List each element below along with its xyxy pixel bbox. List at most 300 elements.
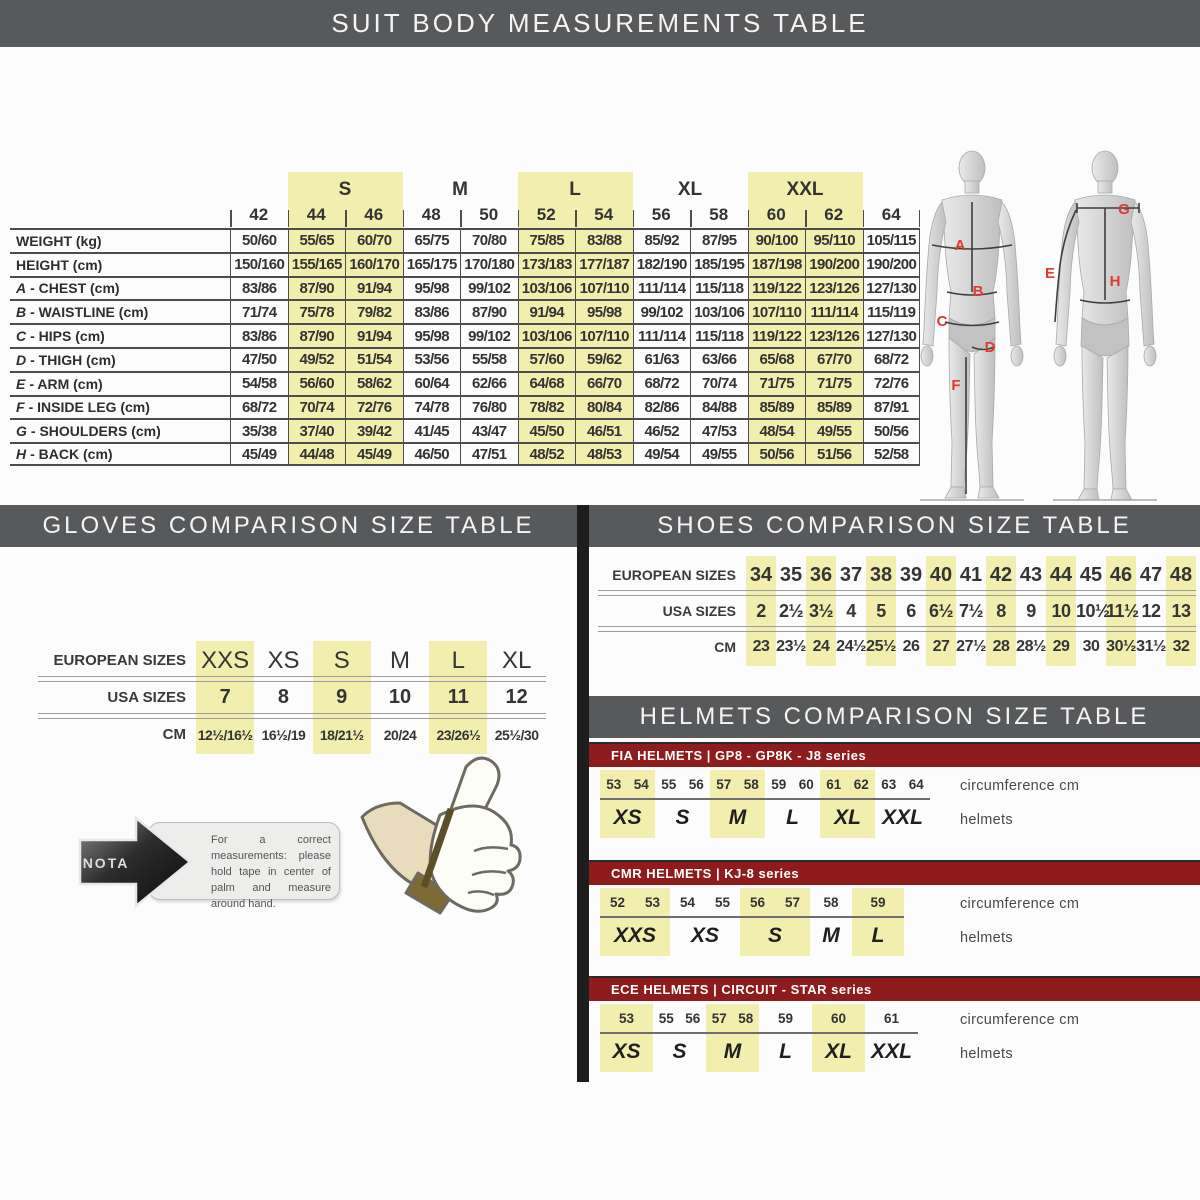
suit-value-cell: 107/110 xyxy=(575,276,633,300)
suit-value-cell: 52/58 xyxy=(863,442,921,466)
suit-value-cell: 155/165 xyxy=(288,252,346,276)
suit-group-label-xxl: XXL xyxy=(748,172,863,202)
suit-size-header: 58 xyxy=(690,202,748,228)
suit-value-cell: 71/75 xyxy=(805,371,863,395)
figure-letter-d: D xyxy=(984,339,996,356)
suit-value-cell: 187/198 xyxy=(748,252,806,276)
suit-value-cell: 50/56 xyxy=(863,418,921,442)
helmet-size-label: XXL xyxy=(882,806,923,829)
suit-value-cell: 43/47 xyxy=(460,418,518,442)
suit-value-cell: 82/86 xyxy=(633,395,691,419)
helmet-size-label: S xyxy=(675,806,690,829)
helmet-size-label: M xyxy=(723,1040,742,1063)
figure-letter-c: C xyxy=(936,313,948,330)
suit-value-cell: 90/100 xyxy=(748,228,806,252)
helmet-circumference-value: 55 xyxy=(714,894,731,910)
suit-value-cell: 45/50 xyxy=(518,418,576,442)
suit-value-cell: 127/130 xyxy=(863,323,921,347)
helmet-size-label: S xyxy=(767,924,782,947)
helmet-size-group-s xyxy=(740,888,810,956)
helmet-size-group-m xyxy=(710,770,765,838)
suit-size-header: 56 xyxy=(633,202,691,228)
shoes-cell: 37 xyxy=(839,563,863,586)
helmet-size-group-m xyxy=(810,888,852,956)
helmet-size-group-l xyxy=(765,770,820,838)
suit-value-cell: 49/52 xyxy=(288,347,346,371)
shoes-cell: 30 xyxy=(1082,638,1100,655)
suit-value-cell: 103/106 xyxy=(518,323,576,347)
shoes-row-label: USA SIZES xyxy=(662,603,736,619)
suit-value-cell: 70/74 xyxy=(690,371,748,395)
suit-size-header: 62 xyxy=(805,202,863,228)
shoes-cell: 35 xyxy=(779,563,803,586)
suit-value-cell: 99/102 xyxy=(460,323,518,347)
suit-value-cell: 47/53 xyxy=(690,418,748,442)
gloves-cell: 12 xyxy=(505,686,528,708)
suit-value-cell: 68/72 xyxy=(230,395,288,419)
helmet-circumference-row xyxy=(653,1004,706,1034)
shoes-cell: 3½ xyxy=(808,600,834,621)
shoes-row-label: CM xyxy=(714,639,736,655)
suit-row-label: C - HIPS (cm) xyxy=(10,323,230,347)
measure-letter-prefix: H xyxy=(16,446,27,463)
suit-value-cell: 87/90 xyxy=(460,299,518,323)
helmet-size-label: XL xyxy=(834,806,861,829)
shoes-cell: 26 xyxy=(902,638,920,655)
helmet-series-band: FIA HELMETS | GP8 - GP8K - J8 series xyxy=(589,742,1200,767)
suit-value-cell: 67/70 xyxy=(805,347,863,371)
helmet-circumference-row xyxy=(852,888,904,918)
gloves-cell: 16½/19 xyxy=(261,726,306,743)
suit-size-row-spacer xyxy=(10,202,230,228)
gloves-title: GLOVES COMPARISON SIZE TABLE xyxy=(42,512,535,539)
shoes-cell: 41 xyxy=(959,563,983,586)
gloves-cell: 12½/16½ xyxy=(197,726,253,743)
helmet-circumference-value: 59 xyxy=(870,894,886,910)
measure-letter-prefix: E xyxy=(16,375,26,392)
gloves-cell: 8 xyxy=(277,686,289,708)
suit-value-cell: 185/195 xyxy=(690,252,748,276)
shoes-cell: 13 xyxy=(1171,600,1191,621)
suit-value-cell: 64/68 xyxy=(518,371,576,395)
helmet-circumference-value: 61 xyxy=(883,1010,900,1026)
suit-value-cell: 123/126 xyxy=(805,323,863,347)
helmet-circumference-value: 57 xyxy=(716,776,732,792)
helmet-circumference-value: 58 xyxy=(823,894,839,910)
gloves-cell: L xyxy=(451,646,466,674)
suit-value-cell: 39/42 xyxy=(345,418,403,442)
suit-value-cell: 103/106 xyxy=(518,276,576,300)
suit-group-label-m: M xyxy=(452,179,468,200)
suit-value-cell: 51/54 xyxy=(345,347,403,371)
suit-value-cell: 56/60 xyxy=(288,371,346,395)
shoes-cell: 42 xyxy=(989,563,1013,586)
figure-letter-f: F xyxy=(951,377,961,394)
shoes-row xyxy=(598,632,1196,662)
suit-value-cell: 83/86 xyxy=(230,323,288,347)
helmet-circumference-row xyxy=(820,770,875,800)
suit-value-cell: 119/122 xyxy=(748,323,806,347)
helmets-label: helmets xyxy=(960,812,1013,828)
suit-value-cell: 65/68 xyxy=(748,347,806,371)
gloves-cell: XXS xyxy=(201,646,250,674)
suit-value-cell: 95/98 xyxy=(575,299,633,323)
suit-row-label: WEIGHT (kg) xyxy=(10,228,230,252)
shoes-cell: 25½ xyxy=(866,638,896,655)
suit-value-cell: 150/160 xyxy=(230,252,288,276)
suit-value-cell: 87/90 xyxy=(288,323,346,347)
suit-value-cell: 91/94 xyxy=(345,276,403,300)
suit-value-cell: 68/72 xyxy=(633,371,691,395)
helmet-circumference-row xyxy=(810,888,852,918)
shoes-cell: 39 xyxy=(899,563,923,586)
suit-measurements-table xyxy=(10,172,920,466)
suit-value-cell: 68/72 xyxy=(863,347,921,371)
helmet-size-group-xl xyxy=(820,770,875,838)
nota-label: NOTA xyxy=(82,855,130,871)
suit-value-cell: 95/98 xyxy=(403,323,461,347)
suit-value-cell: 111/114 xyxy=(805,299,863,323)
suit-value-cell: 111/114 xyxy=(633,276,691,300)
helmet-circumference-value: 54 xyxy=(633,776,649,792)
suit-value-cell: 190/200 xyxy=(805,252,863,276)
suit-value-cell: 83/86 xyxy=(230,276,288,300)
helmet-size-group-xl xyxy=(812,1004,865,1072)
helmet-size-label: XL xyxy=(825,1040,852,1063)
suit-row-label: F - INSIDE LEG (cm) xyxy=(10,395,230,419)
helmets-title: HELMETS COMPARISON SIZE TABLE xyxy=(639,703,1150,730)
suit-title: SUIT BODY MEASUREMENTS TABLE xyxy=(331,8,869,38)
shoes-section-header xyxy=(589,505,1200,547)
back-figure xyxy=(1054,151,1156,500)
suit-value-cell: 165/175 xyxy=(403,252,461,276)
suit-value-cell: 37/40 xyxy=(288,418,346,442)
shoes-cell: 28½ xyxy=(1016,638,1046,655)
helmet-size-group-l xyxy=(759,1004,812,1072)
suit-value-cell: 83/88 xyxy=(575,228,633,252)
shoes-cell: 45 xyxy=(1079,563,1103,586)
shoes-cell: 36 xyxy=(809,563,833,586)
shoes-cell: 23½ xyxy=(776,638,806,655)
helmet-size-group-xs xyxy=(600,770,655,838)
gloves-row-label: EUROPEAN SIZES xyxy=(53,652,186,669)
helmet-circumference-value: 56 xyxy=(685,1010,701,1026)
suit-value-cell: 55/58 xyxy=(460,347,518,371)
suit-value-cell: 48/54 xyxy=(748,418,806,442)
suit-group-label-xl: XL xyxy=(677,179,703,200)
suit-value-cell: 60/70 xyxy=(345,228,403,252)
helmet-size-label: XS xyxy=(613,806,642,829)
helmet-circumference-value: 54 xyxy=(679,894,696,910)
suit-value-cell: 49/55 xyxy=(805,418,863,442)
gloves-cell: XS xyxy=(267,646,300,674)
suit-row-label: D - THIGH (cm) xyxy=(10,347,230,371)
shoes-cell: 5 xyxy=(876,600,886,621)
helmets-section-header xyxy=(589,696,1200,738)
helmet-size-group-xs xyxy=(670,888,740,956)
helmet-circumference-value: 61 xyxy=(826,776,842,792)
helmet-size-group-l xyxy=(852,888,904,956)
body-measurement-figures xyxy=(912,140,1200,502)
suit-value-cell: 72/76 xyxy=(863,371,921,395)
helmet-circumference-value: 58 xyxy=(743,776,759,792)
helmet-size-group-xxl xyxy=(865,1004,918,1072)
helmet-circumference-value: 53 xyxy=(618,1010,635,1026)
helmet-circumference-row xyxy=(600,770,655,800)
helmet-size-group-m xyxy=(706,1004,759,1072)
suit-size-header: 64 xyxy=(863,202,921,228)
suit-value-cell: 51/56 xyxy=(805,442,863,466)
suit-value-cell: 91/94 xyxy=(345,323,403,347)
helmet-circumference-value: 52 xyxy=(609,894,626,910)
suit-value-cell: 59/62 xyxy=(575,347,633,371)
suit-value-cell: 105/115 xyxy=(863,228,921,252)
suit-value-cell: 54/58 xyxy=(230,371,288,395)
suit-value-cell: 103/106 xyxy=(690,299,748,323)
suit-value-cell: 55/65 xyxy=(288,228,346,252)
gloves-cell: 10 xyxy=(388,686,412,708)
suit-size-header: 44 xyxy=(288,202,346,228)
helmet-circumference-value: 60 xyxy=(830,1010,847,1026)
suit-value-cell: 46/51 xyxy=(575,418,633,442)
gloves-cell: M xyxy=(390,646,411,674)
suit-value-cell: 173/183 xyxy=(518,252,576,276)
suit-value-cell: 84/88 xyxy=(690,395,748,419)
suit-value-cell: 48/52 xyxy=(518,442,576,466)
suit-value-cell: 78/82 xyxy=(518,395,576,419)
suit-value-cell: 58/62 xyxy=(345,371,403,395)
gloves-row xyxy=(38,682,546,713)
measure-letter-prefix: G xyxy=(16,423,27,440)
shoes-cell: 40 xyxy=(929,563,953,586)
shoes-cell: 47 xyxy=(1139,563,1163,586)
suit-value-cell: 123/126 xyxy=(805,276,863,300)
gloves-cell: 25½/30 xyxy=(494,726,539,743)
helmets-label: helmets xyxy=(960,930,1013,946)
helmet-size-label: M xyxy=(822,924,840,947)
suit-value-cell: 46/50 xyxy=(403,442,461,466)
suit-section-header xyxy=(0,0,1200,47)
suit-value-cell: 127/130 xyxy=(863,276,921,300)
shoes-cell: 43 xyxy=(1019,563,1043,586)
suit-value-cell: 177/187 xyxy=(575,252,633,276)
shoes-cell: 38 xyxy=(869,563,893,586)
section-divider xyxy=(577,505,589,1082)
suit-value-cell: 107/110 xyxy=(575,323,633,347)
helmet-size-label: M xyxy=(728,806,747,829)
suit-value-cell: 63/66 xyxy=(690,347,748,371)
suit-value-cell: 85/92 xyxy=(633,228,691,252)
shoes-cell: 2 xyxy=(756,600,766,621)
shoes-row xyxy=(598,560,1196,590)
helmet-size-table xyxy=(600,770,930,838)
suit-value-cell: 111/114 xyxy=(633,323,691,347)
shoes-row xyxy=(598,596,1196,626)
suit-value-cell: 87/91 xyxy=(863,395,921,419)
circumference-label: circumference cm xyxy=(960,896,1080,912)
suit-size-header: 42 xyxy=(230,202,288,228)
suit-value-cell: 107/110 xyxy=(748,299,806,323)
suit-value-cell: 76/80 xyxy=(460,395,518,419)
helmet-circumference-row xyxy=(759,1004,812,1034)
shoes-cell: 48 xyxy=(1169,563,1193,586)
gloves-row-label: USA SIZES xyxy=(107,689,186,706)
shoes-cell: 34 xyxy=(749,563,773,586)
shoes-cell: 4 xyxy=(846,600,856,621)
suit-value-cell: 47/51 xyxy=(460,442,518,466)
gloves-row xyxy=(38,719,546,750)
figure-letter-e: E xyxy=(1044,265,1056,282)
shoes-cell: 24 xyxy=(812,638,830,655)
suit-value-cell: 87/90 xyxy=(288,276,346,300)
suit-table-grid xyxy=(10,172,920,466)
suit-value-cell: 83/86 xyxy=(403,299,461,323)
shoes-cell: 6 xyxy=(906,600,916,621)
helmet-size-group-xxl xyxy=(875,770,930,838)
helmet-size-label: XXS xyxy=(613,924,657,947)
suit-value-cell: 79/82 xyxy=(345,299,403,323)
suit-value-cell: 70/74 xyxy=(288,395,346,419)
shoes-cell: 7½ xyxy=(958,600,984,621)
helmet-circumference-row xyxy=(706,1004,759,1034)
nota-text: For a correct measurements: please hold tape in center of palm and measure around hand. xyxy=(211,834,331,910)
suit-value-cell: 99/102 xyxy=(633,299,691,323)
helmet-size-table xyxy=(600,1004,918,1072)
suit-size-header: 48 xyxy=(403,202,461,228)
suit-value-cell: 170/180 xyxy=(460,252,518,276)
shoes-cell: 10½ xyxy=(1076,600,1110,621)
helmet-size-label: XXL xyxy=(871,1040,912,1063)
helmet-size-label: XS xyxy=(612,1040,641,1063)
shoes-cell: 31½ xyxy=(1136,638,1166,655)
helmet-circumference-row xyxy=(600,1004,653,1034)
helmet-size-label: L xyxy=(871,924,885,947)
shoes-cell: 28 xyxy=(992,638,1010,655)
suit-value-cell: 47/50 xyxy=(230,347,288,371)
suit-value-cell: 35/38 xyxy=(230,418,288,442)
suit-value-cell: 115/118 xyxy=(690,276,748,300)
gloves-cell: 7 xyxy=(219,686,231,708)
helmet-circumference-value: 64 xyxy=(908,776,924,792)
gloves-cell: 20/24 xyxy=(383,726,417,743)
helmet-circumference-value: 57 xyxy=(711,1010,727,1026)
helmet-circumference-value: 59 xyxy=(771,776,787,792)
shoes-cell: 6½ xyxy=(928,600,954,621)
suit-value-cell: 57/60 xyxy=(518,347,576,371)
shoes-cell: 11½ xyxy=(1106,600,1139,621)
suit-value-cell: 85/89 xyxy=(748,395,806,419)
nota-arrow-icon xyxy=(78,812,193,912)
shoes-cell: 24½ xyxy=(836,638,866,655)
suit-value-cell: 87/95 xyxy=(690,228,748,252)
gloves-cell: 18/21½ xyxy=(319,726,364,743)
suit-value-cell: 50/60 xyxy=(230,228,288,252)
suit-value-cell: 48/53 xyxy=(575,442,633,466)
gloves-cell: S xyxy=(333,646,350,674)
suit-value-cell: 91/94 xyxy=(518,299,576,323)
gloves-section-header xyxy=(0,505,577,547)
helmet-circumference-value: 57 xyxy=(784,894,801,910)
measure-letter-prefix: B xyxy=(16,304,27,321)
helmet-size-group-s xyxy=(653,1004,706,1072)
helmet-circumference-value: 58 xyxy=(738,1010,754,1026)
gloves-cell: 9 xyxy=(336,686,348,708)
gloves-size-table xyxy=(38,645,546,750)
circumference-label: circumference cm xyxy=(960,1012,1080,1028)
suit-value-cell: 49/54 xyxy=(633,442,691,466)
suit-value-cell: 115/118 xyxy=(690,323,748,347)
suit-value-cell: 53/56 xyxy=(403,347,461,371)
shoes-cell: 46 xyxy=(1109,563,1133,586)
suit-value-cell: 62/66 xyxy=(460,371,518,395)
suit-value-cell: 65/75 xyxy=(403,228,461,252)
helmet-size-group-s xyxy=(655,770,710,838)
helmet-series-band: ECE HELMETS | CIRCUIT - STAR series xyxy=(589,976,1200,1001)
gloves-row-label: CM xyxy=(162,726,186,743)
suit-value-cell: 70/80 xyxy=(460,228,518,252)
helmet-series-band: CMR HELMETS | KJ-8 series xyxy=(589,860,1200,885)
suit-header-spacer xyxy=(10,172,288,202)
suit-value-cell: 49/55 xyxy=(690,442,748,466)
shoes-title: SHOES COMPARISON SIZE TABLE xyxy=(657,512,1132,539)
suit-value-cell: 190/200 xyxy=(863,252,921,276)
suit-value-cell: 75/78 xyxy=(288,299,346,323)
suit-value-cell: 71/74 xyxy=(230,299,288,323)
suit-group-label-s: S xyxy=(288,172,403,202)
helmet-circumference-value: 53 xyxy=(606,776,622,792)
suit-value-cell: 119/122 xyxy=(748,276,806,300)
suit-value-cell: 74/78 xyxy=(403,395,461,419)
suit-row-label: A - CHEST (cm) xyxy=(10,276,230,300)
suit-value-cell: 46/52 xyxy=(633,418,691,442)
gloves-cell: 23/26½ xyxy=(436,726,481,743)
helmet-circumference-row xyxy=(670,888,740,918)
shoes-cell: 9 xyxy=(1026,600,1036,621)
suit-value-cell: 99/102 xyxy=(460,276,518,300)
shoes-cell: 8 xyxy=(996,600,1006,621)
helmet-circumference-value: 59 xyxy=(777,1010,794,1026)
suit-value-cell: 45/49 xyxy=(345,442,403,466)
suit-group-label-l: L xyxy=(518,172,633,202)
suit-size-header: 52 xyxy=(518,202,576,228)
suit-value-cell: 71/75 xyxy=(748,371,806,395)
circumference-label: circumference cm xyxy=(960,778,1080,794)
figure-letter-h: H xyxy=(1109,273,1121,290)
helmet-size-label: S xyxy=(672,1040,687,1063)
suit-value-cell: 60/64 xyxy=(403,371,461,395)
measure-letter-prefix: A xyxy=(16,280,27,297)
suit-row-label: B - WAISTLINE (cm) xyxy=(10,299,230,323)
helmet-circumference-row xyxy=(655,770,710,800)
shoes-cell: 27½ xyxy=(956,638,986,655)
helmet-size-group-xxs xyxy=(600,888,670,956)
helmet-size-group-xs xyxy=(600,1004,653,1072)
helmet-circumference-value: 55 xyxy=(658,1010,674,1026)
helmet-circumference-value: 55 xyxy=(661,776,677,792)
suit-value-cell: 61/63 xyxy=(633,347,691,371)
helmet-size-label: L xyxy=(786,806,799,829)
gloves-row xyxy=(38,645,546,676)
helmet-circumference-value: 62 xyxy=(853,776,869,792)
suit-size-header: 60 xyxy=(748,202,806,228)
measure-letter-prefix: C xyxy=(16,328,27,345)
suit-row-label: H - BACK (cm) xyxy=(10,442,230,466)
shoes-cell: 23 xyxy=(752,638,770,655)
measure-letter-prefix: D xyxy=(16,351,27,368)
gloves-cell: XL xyxy=(501,646,532,674)
figure-letter-g: G xyxy=(1118,201,1130,218)
suit-value-cell: 95/98 xyxy=(403,276,461,300)
